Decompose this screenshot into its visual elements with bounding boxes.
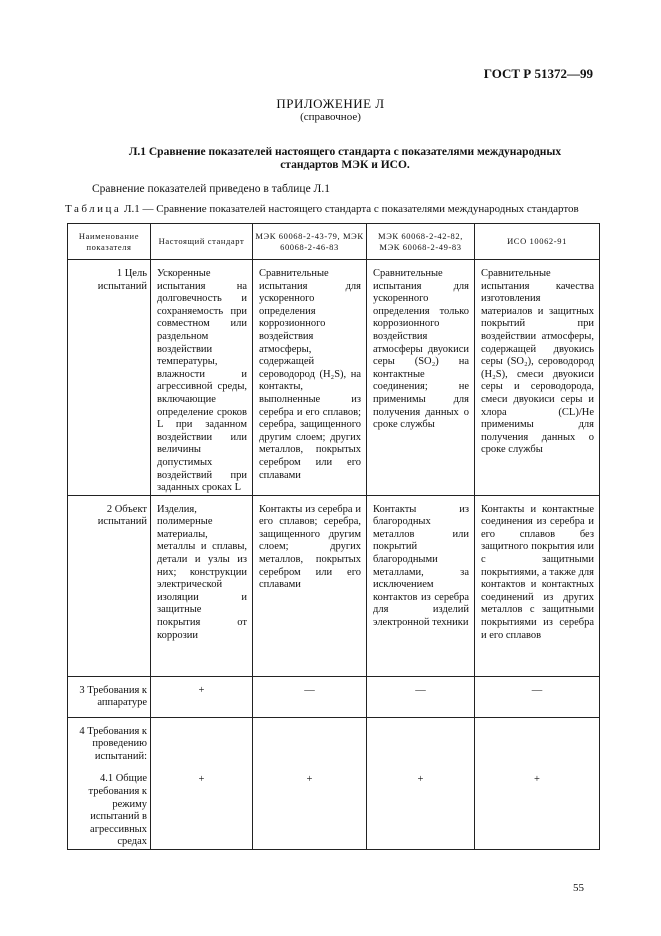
- header-indicator: Наименование показателя: [68, 224, 151, 260]
- standard-number: ГОСТ Р 51372—99: [483, 66, 593, 81]
- row-label: [68, 717, 151, 849]
- table-cell: Контакты из благородных металлов или покрытий благородными металлами, за исключением контактов из серебра для изделий электронной техники: [367, 495, 475, 676]
- table-cell: +: [367, 717, 475, 849]
- appendix-note: (справочное): [300, 111, 361, 123]
- table-cell: +: [151, 717, 253, 849]
- table-header-row: [68, 224, 600, 260]
- caption-label: Таблица: [65, 203, 122, 215]
- header-iso-10062: ИСО 10062-91: [475, 224, 600, 260]
- table-cell: —: [253, 676, 367, 717]
- table-cell: Ускоренные испытания на долговечность и сохраняемость при совместном или раздельном воздействии температуры, влажности и агрессивной среды, включающие определение сроков L при заданном воздействии или величины допустимых воздействий при заданных сроках L: [151, 260, 253, 496]
- table-caption: [65, 203, 579, 215]
- table-cell: +: [475, 717, 600, 849]
- table-cell: —: [475, 676, 600, 717]
- table-cell: +: [151, 676, 253, 717]
- table-cell: Изделия, полимерные материалы, металлы и сплавы, детали и узлы из них; конструкции электрической изоляции и защитные покрытия от коррозии: [151, 495, 253, 676]
- header-this-standard: Настоящий стандарт: [151, 224, 253, 260]
- table-cell: Сравнительные испытания для ускоренного определения коррозионного воздействия атмосферы, содержащей сероводород (H₂S), на контакты, выполненные из серебра и его сплавов; серебра, защищенного другим слоем; других металлов, покрытых серебром или его сплавами: [253, 260, 367, 496]
- page-number: 55: [573, 882, 584, 894]
- table-cell: Контакты и контактные соединения из серебра и его сплавов без защитного покрытия или с защитными покрытиями, а также для контактов и контактных соединений из других металлов с защитными покрытиями из серебра и его сплавов: [475, 495, 600, 676]
- table-row: [68, 717, 600, 849]
- table-row: [68, 676, 600, 717]
- table-cell: Контакты из серебра и его сплавов; серебра, защищенного другим слоем; других металлов, покрытых серебром или его сплавами: [253, 495, 367, 676]
- appendix-title: ПРИЛОЖЕНИЕ Л: [276, 96, 385, 111]
- row-label: 1 Цель испытаний: [68, 260, 151, 496]
- table-cell: —: [367, 676, 475, 717]
- table-row: [68, 495, 600, 676]
- table-row: [68, 260, 600, 496]
- header-iec-43-46: МЭК 60068-2-43-79, МЭК 60068-2-46-83: [253, 224, 367, 260]
- caption-text: Л.1 — Сравнение показателей настоящего стандарта с показателями международных стандартов: [121, 203, 579, 215]
- comparison-table: [67, 223, 600, 850]
- header-iec-42-49: МЭК 60068-2-42-82, МЭК 60068-2-49-83: [367, 224, 475, 260]
- row-label: 3 Требования к аппаратуре: [68, 676, 151, 717]
- section-heading: Л.1 Сравнение показателей настоящего стандарта с показателями международных стандартов МЭК и ИСО.: [128, 146, 562, 171]
- table-cell: Сравнительные испытания для ускоренного определения только коррозионного воздействия атмосферы двуокиси серы (SO₂) на контактные соединения; не применимы для получения данных о сроке службы: [367, 260, 475, 496]
- row-label: 2 Объект испытаний: [68, 495, 151, 676]
- intro-paragraph: Сравнение показателей приведено в таблице Л.1: [92, 183, 330, 195]
- row-label-main: 4 Требования к проведению испытаний:: [79, 725, 147, 762]
- row-label-sub: 4.1 Общие требования к режиму испытаний в агрессивных средах: [88, 773, 147, 848]
- table-cell: +: [253, 717, 367, 849]
- table-cell: Сравнительные испытания качества изготовления материалов и защитных покрытий при воздействии атмосферы, содержащей двуокись серы (SO₂), сероводород (H₂S), смеси двуокиси серы и сероводорода, смеси двуокиси серы и хлора (CL)/Не применимы для получения данных о сроке службы: [475, 260, 600, 496]
